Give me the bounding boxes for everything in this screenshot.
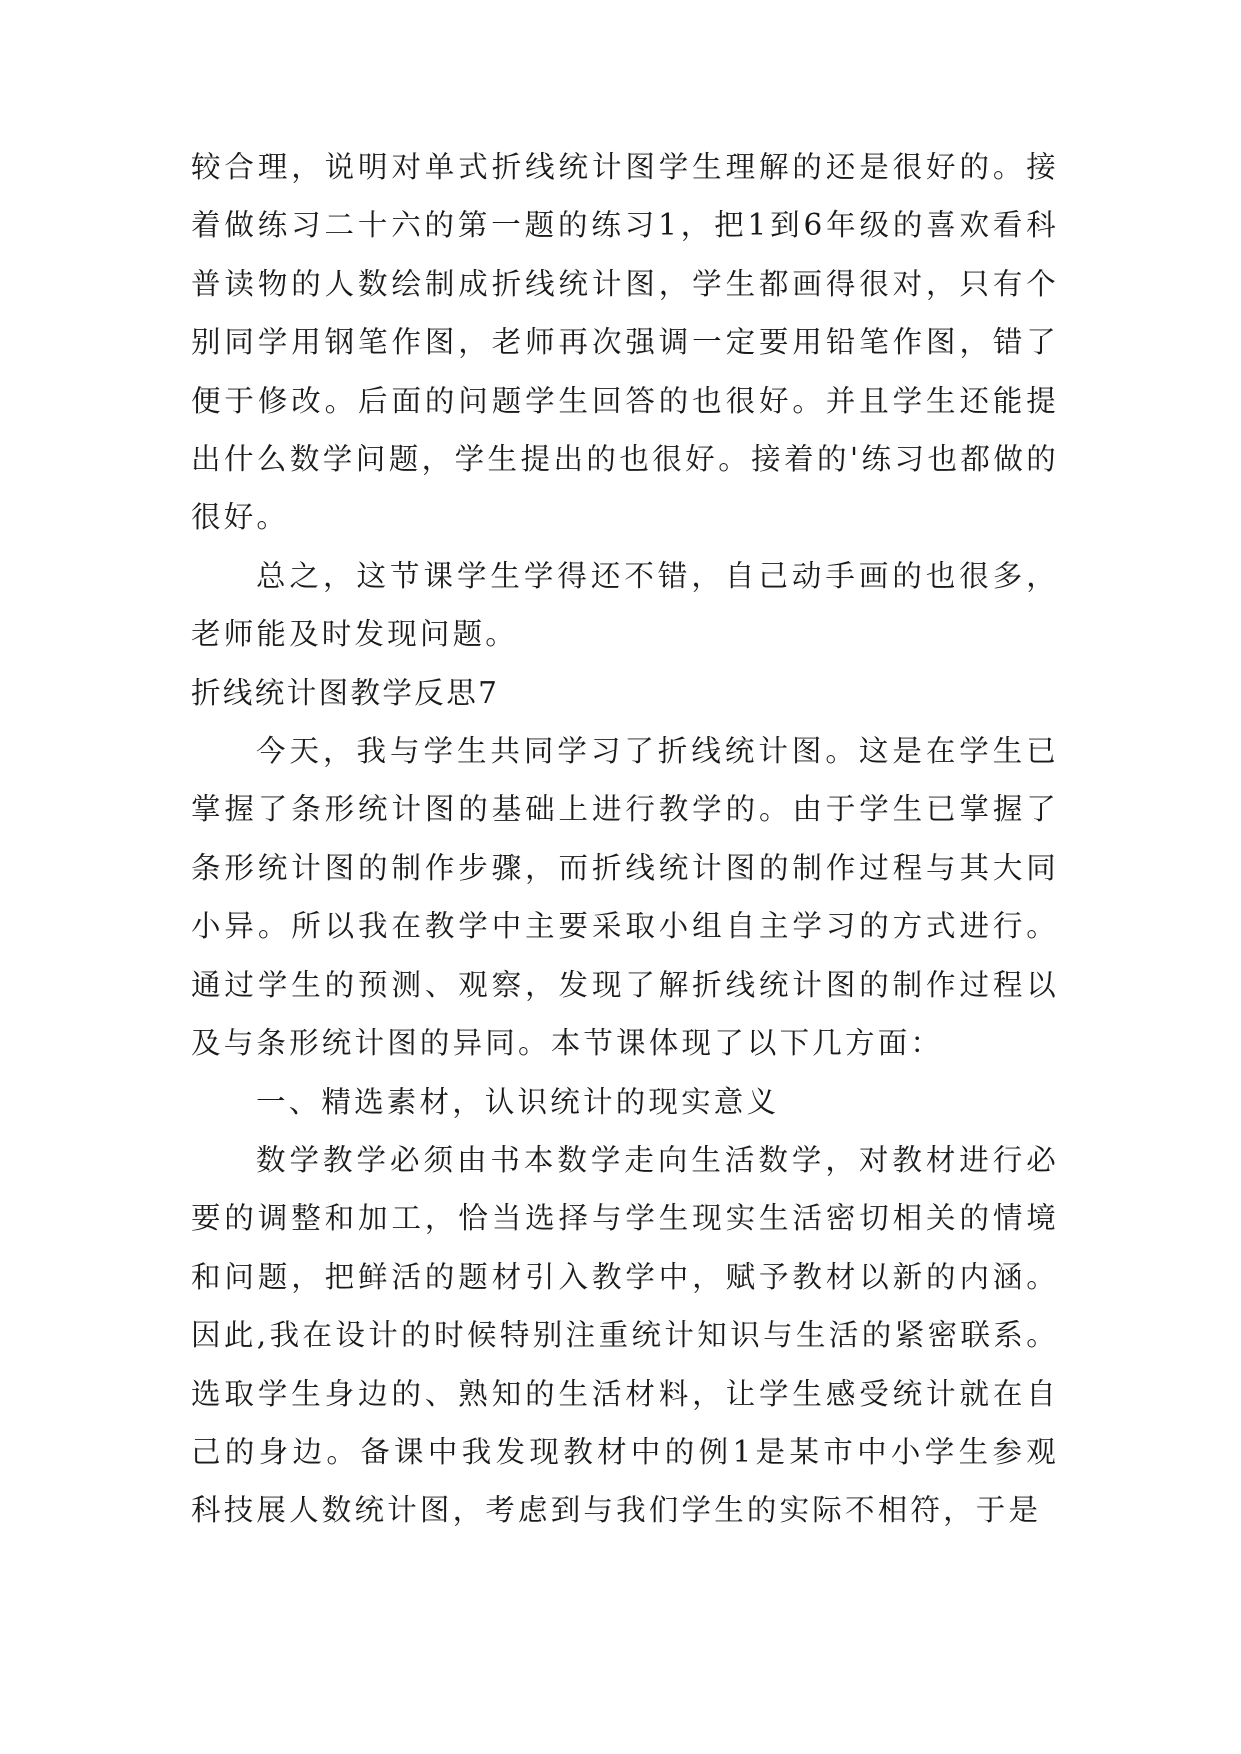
body-paragraph: 较合理，说明对单式折线统计图学生理解的还是很好的。接着做练习二十六的第一题的练习1，把1到6年级的喜欢看科普读物的人数绘制成折线统计图，学生都画得很对，只有个别同学用钢笔作图，老师再次强调一定要用铅笔作图，错了便于修改。后面的问题学生回答的也很好。并且学生还能提出什么数学问题，学生提出的也很好。接着的'练习也都做的很好。 (191, 150, 1059, 535)
body-paragraph: 数学教学必须由书本数学走向生活数学，对教材进行必要的调整和加工，恰当选择与学生现实生活密切相关的情境和问题，把鲜活的题材引入教学中，赋予教材以新的内涵。因此,我在设计的时候特别注重统计知识与生活的紧密联系。选取学生身边的、熟知的生活材料，让学生感受统计就在自己的身边。备课中我发现教材中的例1是某市中小学生参观科技展人数统计图，考虑到与我们学生的实际不相符，于是 (191, 1142, 1059, 1528)
body-paragraph: 今天，我与学生共同学习了折线统计图。这是在学生已掌握了条形统计图的基础上进行教学的。由于学生已掌握了条形统计图的制作步骤，而折线统计图的制作过程与其大同小异。所以我在教学中主要采取小组自主学习的方式进行。通过学生的预测、观察，发现了解折线统计图的制作过程以及与条形统计图的异同。本节课体现了以下几方面： (191, 734, 1059, 1061)
subsection-heading: 一、精选素材，认识统计的现实意义 (256, 1084, 780, 1119)
summary-paragraph: 总之，这节课学生学得还不错，自己动手画的也很多，老师能及时发现问题。 (191, 558, 1059, 652)
document-page (191, 138, 1059, 1540)
section-heading: 折线统计图教学反思7 (191, 675, 500, 710)
